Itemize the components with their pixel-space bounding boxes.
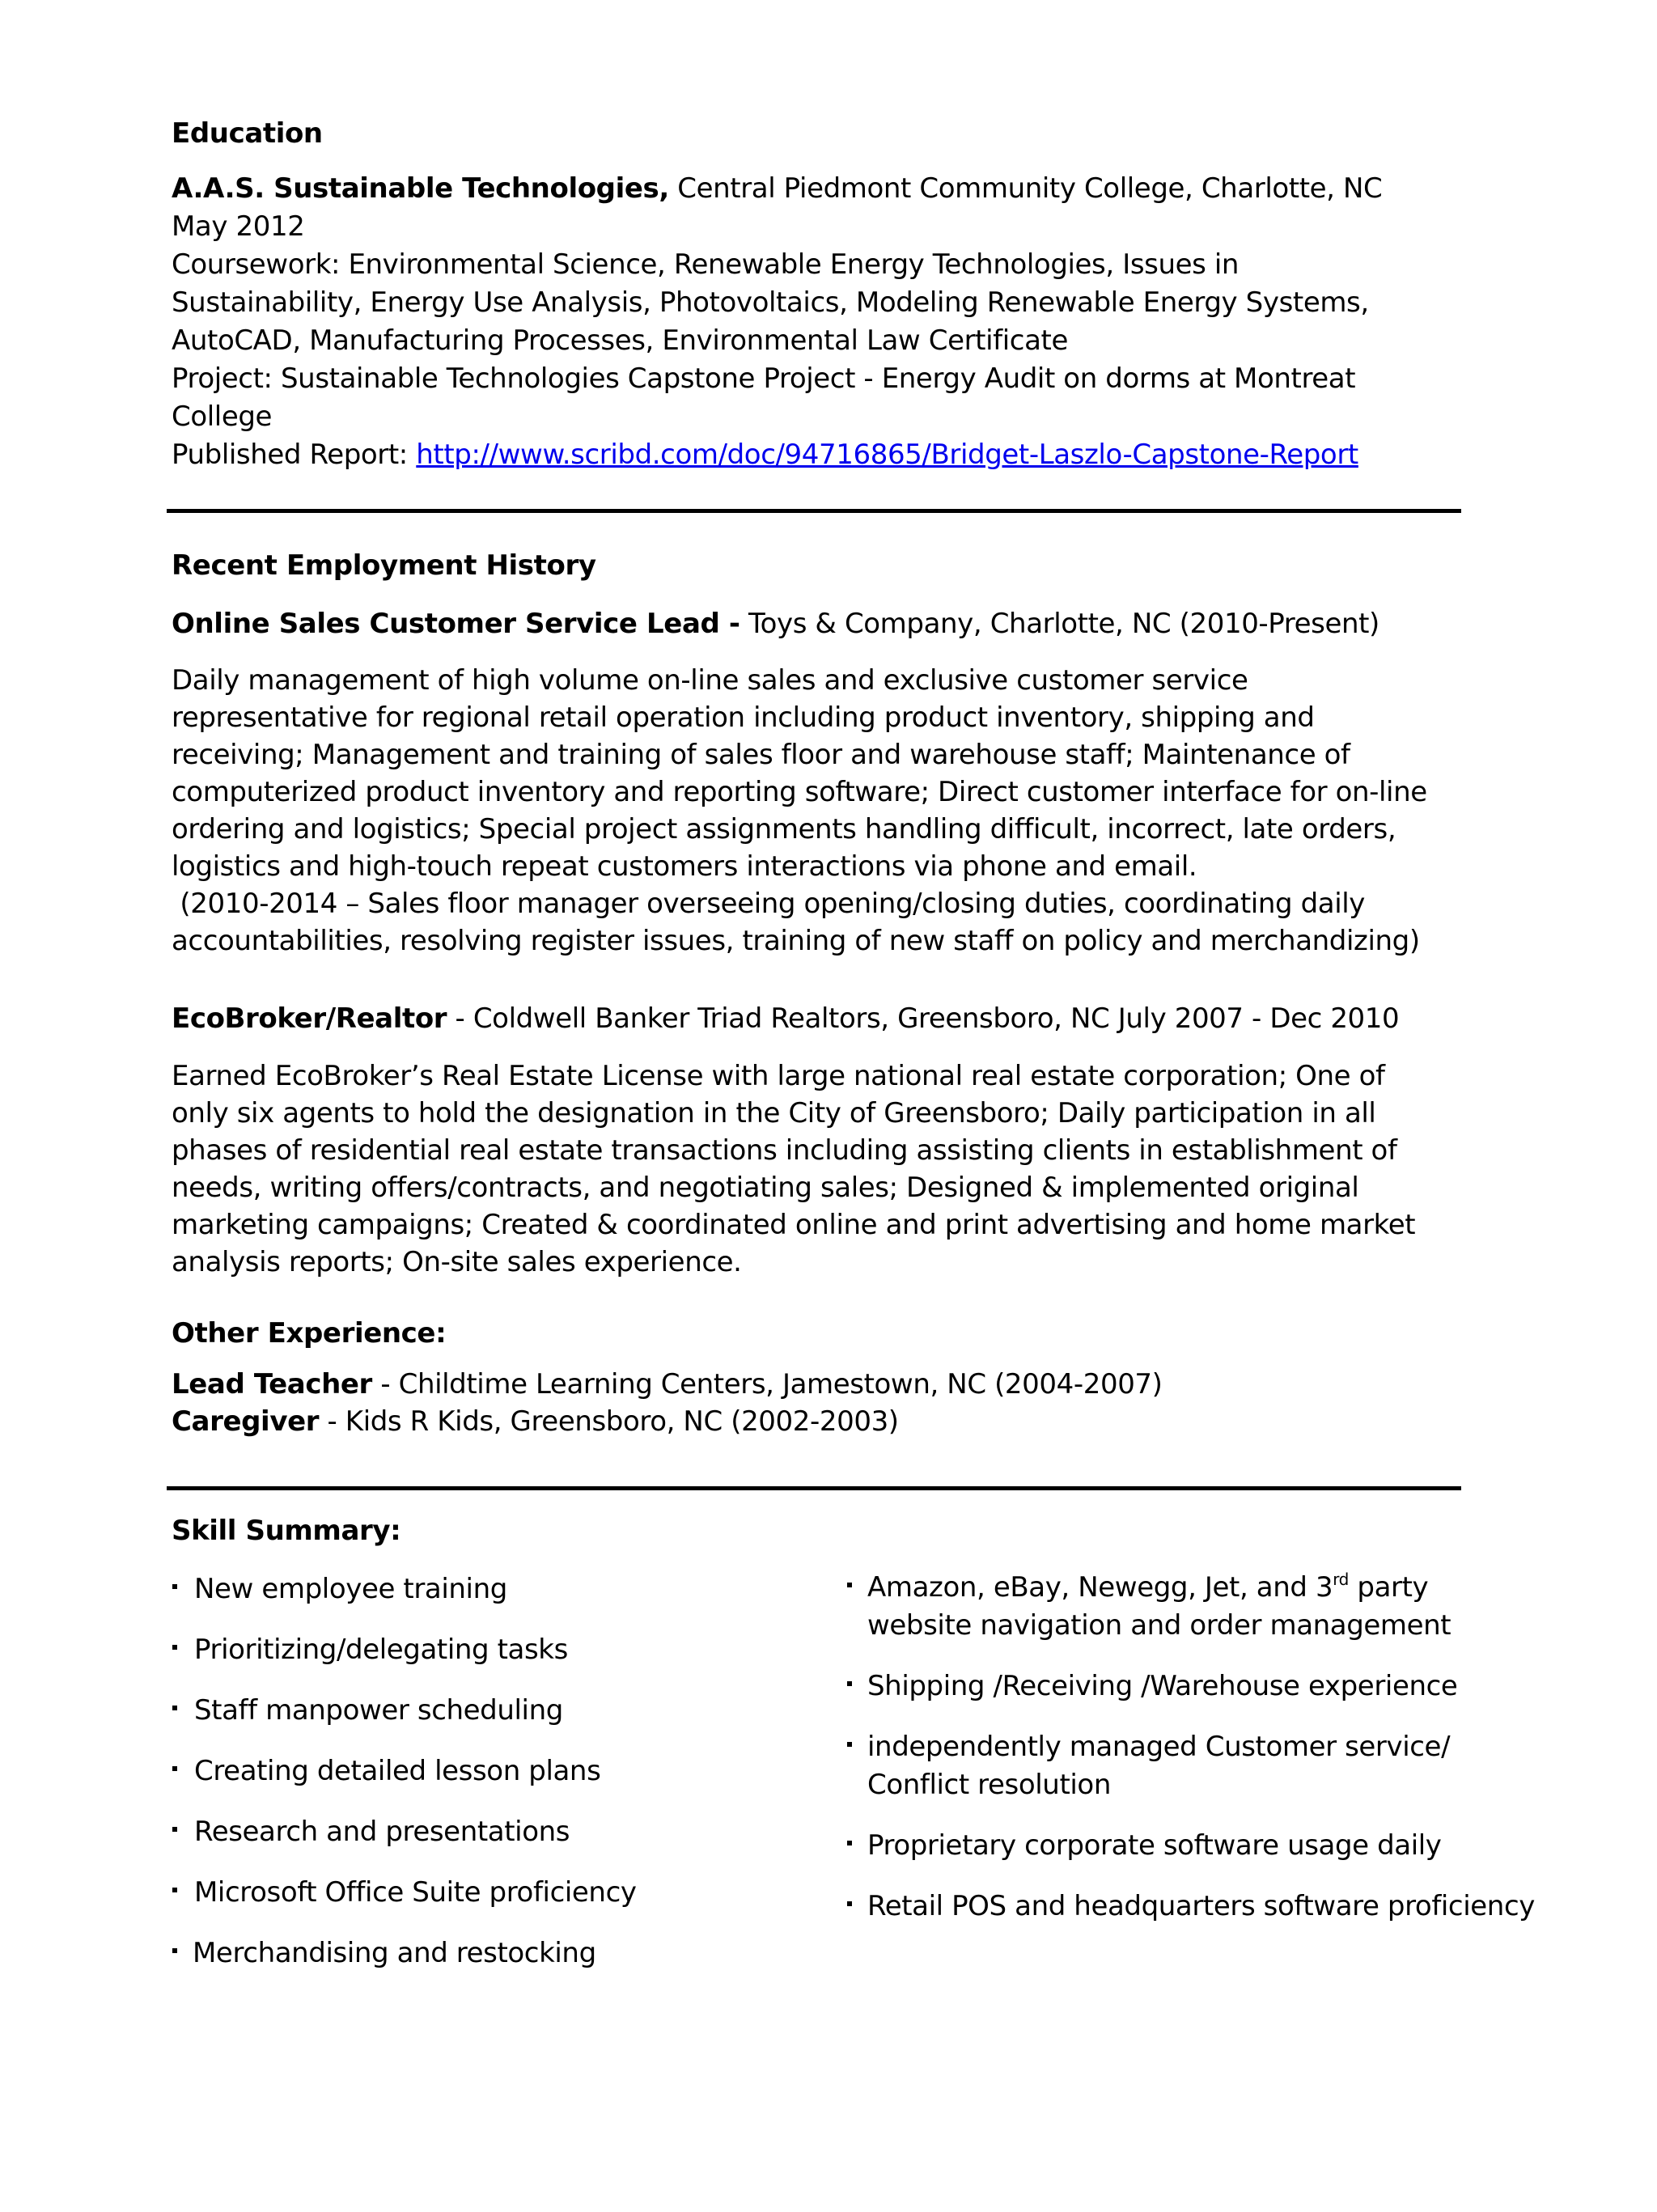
position-title: Caregiver — [172, 1405, 320, 1438]
skill-item: Shipping /Receiving /Warehouse experience — [867, 1670, 1458, 1702]
job-description-line: representative for regional retail operation including product inventory, shipping and — [172, 701, 1315, 734]
bullet-icon — [172, 1645, 177, 1650]
bullet-icon — [172, 1766, 177, 1771]
bullet-icon — [172, 1948, 177, 1953]
bullet-icon — [847, 1841, 852, 1845]
skill-item — [867, 1571, 1428, 1604]
job-description-line: accountabilities, resolving register issues, training of new staff on policy and merchandizing) — [172, 925, 1420, 957]
coursework-line: Sustainability, Energy Use Analysis, Photovoltaics, Modeling Renewable Energy Systems, — [172, 286, 1369, 319]
bullet-icon — [847, 1681, 852, 1686]
job-description-line: only six agents to hold the designation in the City of Greensboro; Daily participation in all — [172, 1097, 1376, 1129]
skill-item: Merchandising and restocking — [193, 1937, 596, 1969]
degree-title: A.A.S. Sustainable Technologies, — [172, 172, 669, 205]
bullet-icon — [847, 1742, 852, 1747]
other-experience-item — [172, 1368, 1163, 1401]
job-description-line: phases of residential real estate transactions including assisting clients in establishment of — [172, 1134, 1397, 1167]
job-header — [172, 608, 1379, 640]
published-report-label: Published Report: — [172, 439, 417, 471]
job-description-line: marketing campaigns; Created & coordinated online and print advertising and home market — [172, 1209, 1416, 1241]
institution: Central Piedmont Community College, Charlotte, NC — [668, 172, 1383, 205]
position-title: Lead Teacher — [172, 1368, 372, 1401]
skill-text: party — [1348, 1571, 1429, 1604]
published-report-link[interactable]: http://www.scribd.com/doc/94716865/Bridget-Laszlo-Capstone-Report — [416, 439, 1358, 471]
job-title: Online Sales Customer Service Lead - — [172, 608, 740, 640]
project-line: Project: Sustainable Technologies Capstone Project - Energy Audit on dorms at Montreat — [172, 362, 1356, 395]
job-description-line: logistics and high-touch repeat customers interactions via phone and email. — [172, 850, 1197, 883]
employment-heading: Recent Employment History — [172, 549, 596, 582]
job-description-line: (2010-2014 – Sales floor manager overseeing opening/closing duties, coordinating daily — [172, 888, 1366, 920]
bullet-icon — [172, 1827, 177, 1832]
job-details: Toys & Company, Charlotte, NC (2010-Present) — [740, 608, 1379, 640]
coursework-line: Coursework: Environmental Science, Renewable Energy Technologies, Issues in — [172, 248, 1240, 281]
bullet-icon — [172, 1888, 177, 1892]
position-details: - Childtime Learning Centers, Jamestown, NC (2004-2007) — [371, 1368, 1163, 1401]
section-divider — [167, 1486, 1461, 1490]
bullet-icon — [847, 1583, 852, 1587]
job-description-line: computerized product inventory and reporting software; Direct customer interface for on-line — [172, 776, 1427, 808]
skill-item: Research and presentations — [194, 1816, 570, 1848]
other-experience-heading: Other Experience: — [172, 1317, 447, 1350]
job-description-line: receiving; Management and training of sales floor and warehouse staff; Maintenance of — [172, 739, 1350, 771]
published-report-line — [172, 439, 1358, 471]
skill-item: Microsoft Office Suite proficiency — [194, 1876, 637, 1909]
project-line: College — [172, 400, 273, 433]
skill-item: Prioritizing/delegating tasks — [194, 1634, 568, 1666]
education-heading: Education — [172, 117, 323, 150]
degree-date: May 2012 — [172, 210, 305, 243]
job-description-line: Earned EcoBroker’s Real Estate License with large national real estate corporation; One of — [172, 1060, 1385, 1092]
job-description-line: ordering and logistics; Special project assignments handling difficult, incorrect, late orders, — [172, 813, 1396, 845]
skill-item: Retail POS and headquarters software proficiency — [867, 1890, 1535, 1922]
other-experience-item — [172, 1405, 899, 1438]
skill-item-continuation: website navigation and order management — [867, 1609, 1451, 1642]
job-description-line: needs, writing offers/contracts, and negotiating sales; Designed & implemented original — [172, 1172, 1359, 1204]
bullet-icon — [172, 1584, 177, 1589]
skill-item: Staff manpower scheduling — [194, 1694, 563, 1727]
job-header — [172, 1002, 1399, 1035]
skill-text: Amazon, eBay, Newegg, Jet, and 3 — [867, 1571, 1333, 1604]
skill-item: New employee training — [194, 1573, 507, 1605]
superscript: rd — [1333, 1570, 1349, 1589]
job-details: - Coldwell Banker Triad Realtors, Greensboro, NC July 2007 - Dec 2010 — [447, 1002, 1400, 1035]
coursework-line: AutoCAD, Manufacturing Processes, Environmental Law Certificate — [172, 324, 1068, 357]
skills-heading: Skill Summary: — [172, 1515, 401, 1547]
bullet-icon — [172, 1706, 177, 1710]
skill-item: Proprietary corporate software usage daily — [867, 1829, 1442, 1862]
skill-item-continuation: Conflict resolution — [867, 1769, 1111, 1801]
job-title: EcoBroker/Realtor — [172, 1002, 447, 1035]
job-description-line: analysis reports; On-site sales experience. — [172, 1246, 742, 1278]
skill-item: independently managed Customer service/ — [867, 1731, 1451, 1763]
bullet-icon — [847, 1901, 852, 1906]
degree-line — [172, 172, 1382, 205]
section-divider — [167, 509, 1461, 513]
skill-item: Creating detailed lesson plans — [194, 1755, 601, 1787]
job-description-line: Daily management of high volume on-line sales and exclusive customer service — [172, 664, 1248, 697]
position-details: - Kids R Kids, Greensboro, NC (2002-2003) — [319, 1405, 899, 1438]
